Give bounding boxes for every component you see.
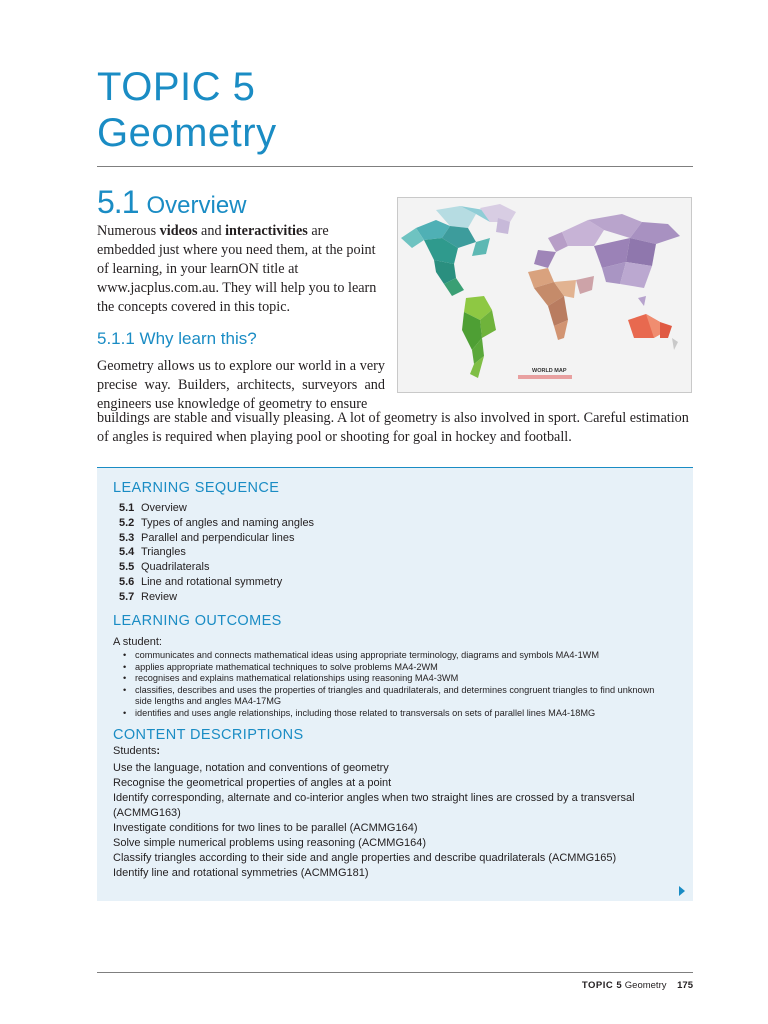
subsection-title: 5.1.1 Why learn this? <box>97 329 257 348</box>
list-item: Identify line and rotational symmetries (ACMMG181) <box>113 867 369 879</box>
videos-term: videos <box>159 223 198 239</box>
item-number: 5.3 <box>119 531 135 544</box>
list-item: • recognises and explains mathematical relationships using reasoning MA4-3WM <box>123 673 663 685</box>
list-item: Classify triangles according to their side and angle properties and describe quadrilaterals (ACMMG165) <box>113 852 617 864</box>
list-item <box>119 545 314 560</box>
footer-title: Geometry <box>624 980 667 991</box>
map-label: WORLD MAP <box>532 368 567 374</box>
world-map-image <box>397 197 692 393</box>
learning-outcomes-intro: A student: <box>113 636 162 648</box>
learning-box <box>97 467 693 901</box>
intro-paragraph <box>97 222 385 317</box>
item-number: 5.2 <box>119 516 135 529</box>
section-name: Overview <box>146 192 247 219</box>
list-item: Identify corresponding, alternate and co-interior angles when two straight lines are crossed by a transversal (ACMMG163) <box>113 792 635 819</box>
list-item: • communicates and connects mathematical ideas using appropriate terminology, diagrams and symbols MA4-1WM <box>123 650 663 662</box>
section-number: 5.1 <box>97 184 139 220</box>
list-item: Solve simple numerical problems using reasoning (ACMMG164) <box>113 837 427 849</box>
item-label: Parallel and perpendicular lines <box>141 531 295 544</box>
item-number: 5.1 <box>119 502 135 514</box>
page-number: 175 <box>677 980 693 991</box>
list-item <box>119 575 314 590</box>
list-item: Use the language, notation and conventions of geometry <box>113 762 389 774</box>
header-divider <box>97 166 693 167</box>
list-item <box>119 516 314 531</box>
item-number: 5.7 <box>119 590 135 603</box>
item-label: Overview <box>141 502 187 514</box>
topic-label: TOPIC 5 <box>97 65 256 109</box>
topic-title: Geometry <box>97 111 277 155</box>
item-label: Types of angles and naming angles <box>141 516 315 529</box>
intro-text: and <box>197 223 226 239</box>
list-item <box>119 560 314 575</box>
item-label: Review <box>141 590 178 603</box>
list-item <box>119 501 314 516</box>
content-descriptions-intro <box>113 745 160 757</box>
list-item: Investigate conditions for two lines to be parallel (ACMMG164) <box>113 822 418 834</box>
why-learn-paragraph: Geometry allows us to explore our world in a very precise way. Builders, architects, surveyors and engineers use knowledge of geometry to ensure <box>97 358 385 412</box>
continue-arrow-icon <box>679 886 685 896</box>
students-colon: : <box>156 745 161 757</box>
why-learn-paragraph-continued: buildings are stable and visually pleasing. A lot of geometry is also involved in sport. Careful estimation of angles is required when playing pool or shooting for goal in hockey and football. <box>97 410 689 445</box>
students-label: Students <box>113 745 157 757</box>
item-label: Quadrilaterals <box>141 561 210 574</box>
intro-text: Numerous <box>97 223 160 239</box>
item-label: Line and rotational symmetry <box>141 575 283 588</box>
learning-outcomes-list <box>123 650 663 720</box>
footer-divider <box>97 972 693 973</box>
page-footer <box>582 980 693 991</box>
list-item: • applies appropriate mathematical techniques to solve problems MA4-2WM <box>123 662 663 674</box>
polygon-world-map <box>398 198 691 392</box>
item-number: 5.4 <box>119 546 135 559</box>
content-descriptions-heading: CONTENT DESCRIPTIONS <box>113 727 304 743</box>
list-item: • classifies, describes and uses the properties of triangles and quadrilaterals, and determines congruent triangles to find unknown side lengths and angles MA4-17MG <box>123 685 663 708</box>
learning-sequence-heading: LEARNING SEQUENCE <box>113 480 280 496</box>
intro-text: are embedded just where you need them, at the point of learning, in your learnON title at www.jacplus.com.au. They will help you to learn the concepts covered in this topic. <box>97 223 377 315</box>
learning-outcomes-heading: LEARNING OUTCOMES <box>113 613 282 629</box>
item-number: 5.6 <box>119 575 135 588</box>
list-item: • identifies and uses angle relationships, including those related to transversals on sets of parallel lines MA4-18MG <box>123 708 663 720</box>
list-item: Recognise the geometrical properties of angles at a point <box>113 777 392 789</box>
list-item <box>119 531 314 546</box>
interactivities-term: interactivities <box>225 223 308 239</box>
item-label: Triangles <box>141 546 186 559</box>
learning-sequence-list <box>119 501 314 605</box>
footer-topic: TOPIC 5 <box>581 980 623 991</box>
content-descriptions-list <box>113 761 673 881</box>
list-item <box>119 590 314 605</box>
section-title <box>97 184 247 221</box>
item-number: 5.5 <box>119 561 135 574</box>
